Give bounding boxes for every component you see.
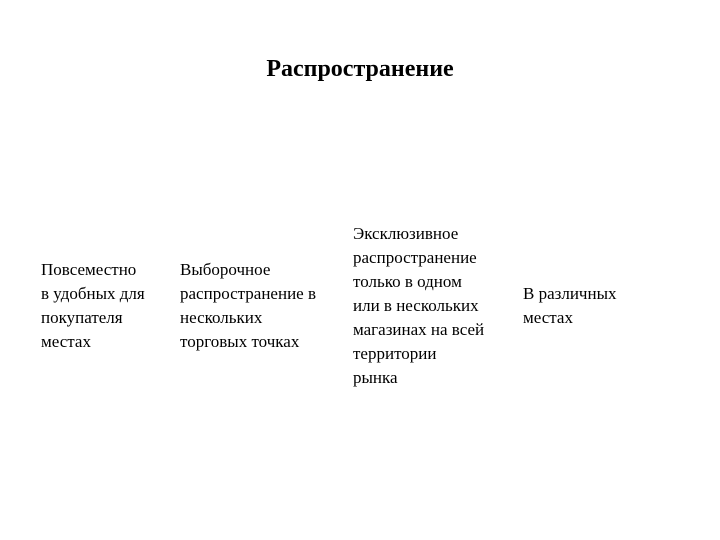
- column-universal: [41, 258, 145, 354]
- column-text-line: Выборочное: [180, 260, 271, 279]
- column-text-line: только в одном: [353, 272, 462, 291]
- column-selective: [180, 258, 316, 354]
- column-various-places: [523, 282, 617, 330]
- column-text-line: рынка: [353, 368, 398, 387]
- column-text-line: Повсеместно: [41, 260, 137, 279]
- column-text-line: местах: [41, 332, 91, 351]
- column-text-line: нескольких: [180, 308, 263, 327]
- slide-title: Распространение: [266, 56, 454, 82]
- column-text-line: местах: [523, 308, 573, 327]
- column-text-line: распространение: [353, 248, 477, 267]
- column-text-line: торговых точках: [180, 332, 300, 351]
- column-text-line: или в нескольких: [353, 296, 479, 315]
- column-text-line: покупателя: [41, 308, 123, 327]
- column-exclusive: [353, 222, 484, 390]
- column-text-line: В различных: [523, 284, 617, 303]
- column-text-line: в удобных для: [41, 284, 145, 303]
- column-text-line: территории: [353, 344, 437, 363]
- column-text-line: распространение в: [180, 284, 316, 303]
- column-text-line: магазинах на всей: [353, 320, 485, 339]
- column-text-line: Эксклюзивное: [353, 224, 459, 243]
